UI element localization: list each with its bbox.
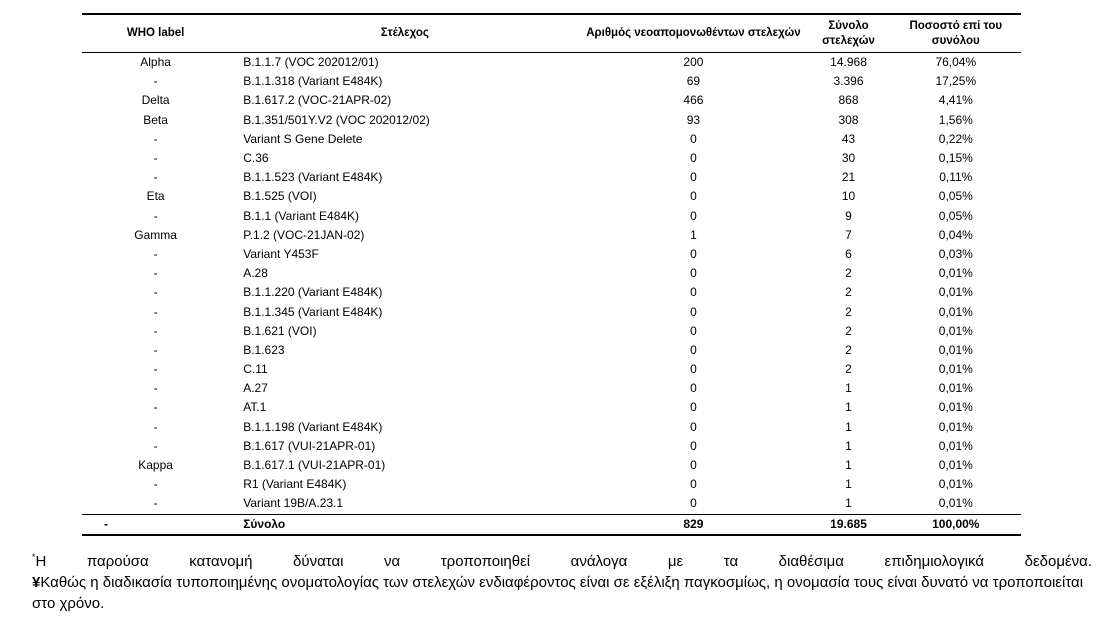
strain-cell: A.28 — [243, 266, 268, 281]
who-cell: Delta — [141, 93, 170, 108]
table-row — [82, 72, 1021, 91]
table-header-row — [82, 14, 1021, 53]
percent-cell: 76,04% — [935, 55, 977, 70]
who-cell: - — [153, 285, 158, 300]
who-cell: - — [153, 362, 158, 377]
strain-cell: Variant Y453F — [243, 246, 319, 261]
total-who-cell: - — [104, 516, 108, 531]
total-strains-cell: 1 — [845, 477, 852, 492]
new-isolates-cell: 0 — [690, 208, 697, 223]
table-row — [82, 207, 1021, 226]
strain-cell: B.1.617 (VUI-21APR-01) — [243, 438, 376, 453]
table-row — [82, 53, 1021, 73]
strain-cell: R1 (Variant E484K) — [243, 477, 347, 492]
percent-cell: 0,22% — [938, 131, 973, 146]
strain-cell: B.1.617.1 (VUI-21APR-01) — [243, 458, 386, 473]
who-cell: - — [153, 323, 158, 338]
new-isolates-cell: 0 — [690, 362, 697, 377]
table-row — [82, 398, 1021, 417]
footnote-1-mark: * — [32, 552, 36, 562]
new-isolates-cell: 0 — [690, 477, 697, 492]
table-row — [82, 418, 1021, 437]
total-strains-cell: 2 — [845, 323, 852, 338]
percent-cell: 0,01% — [938, 304, 973, 319]
total-pct-cell: 100,00% — [932, 516, 980, 531]
new-isolates-cell: 0 — [690, 496, 697, 511]
total-strains-cell: 43 — [841, 131, 856, 146]
who-cell: Alpha — [140, 55, 171, 70]
table-row — [82, 111, 1021, 130]
new-isolates-cell: 0 — [690, 304, 697, 319]
table-row — [82, 283, 1021, 302]
strain-cell: Variant 19B/A.23.1 — [243, 496, 344, 511]
header-percent-total: Ποσοστό επί του συνόλου — [909, 19, 1003, 47]
who-cell: Kappa — [138, 458, 173, 473]
percent-cell: 1,56% — [938, 112, 973, 127]
who-cell: - — [153, 208, 158, 223]
total-strains-cell: 2 — [845, 285, 852, 300]
who-cell: - — [153, 74, 158, 89]
strain-cell: AT.1 — [243, 400, 267, 415]
percent-cell: 0,15% — [938, 151, 973, 166]
table-row — [82, 264, 1021, 283]
strain-cell: B.1.623 — [243, 342, 285, 357]
who-cell: - — [153, 266, 158, 281]
strain-cell: B.1.1.198 (Variant E484K) — [243, 419, 383, 434]
who-cell: - — [153, 131, 158, 146]
table-row — [82, 302, 1021, 321]
percent-cell: 0,01% — [938, 477, 973, 492]
total-strains-cell: 1 — [845, 438, 852, 453]
footnote-1-text: Η παρούσα κατανομή δύναται να τροποποιηθεί ανάλογα με τα διαθέσιμα επιδημιολογικά δεδομένα. — [35, 553, 1092, 570]
percent-cell: 0,11% — [939, 170, 973, 185]
who-cell: - — [153, 496, 158, 511]
strain-cell: B.1.617.2 (VOC-21APR-02) — [243, 93, 392, 108]
new-isolates-cell: 0 — [690, 438, 697, 453]
total-strains-cell: 308 — [838, 112, 859, 127]
strain-cell: B.1.1.345 (Variant E484K) — [243, 304, 383, 319]
strain-cell: B.1.621 (VOI) — [243, 323, 317, 338]
percent-cell: 0,01% — [938, 285, 973, 300]
new-isolates-cell: 0 — [690, 458, 697, 473]
table-row — [82, 456, 1021, 475]
new-isolates-cell: 0 — [690, 170, 697, 185]
percent-cell: 0,01% — [938, 266, 973, 281]
new-isolates-cell: 0 — [690, 246, 697, 261]
total-strains-cell: 2 — [845, 362, 852, 377]
strain-cell: Variant S Gene Delete — [243, 131, 363, 146]
percent-cell: 0,01% — [938, 438, 973, 453]
table-row — [82, 168, 1021, 187]
who-cell: - — [153, 151, 158, 166]
footnote-2-text: Καθώς η διαδικασία τυποποιημένης ονοματολογίας των στελεχών ενδιαφέροντος είναι σε εξέλιξη παγκοσμίως, η ονομασία τους είναι δυνατό να τροποποιείται στο χρόνο. — [32, 574, 1084, 612]
total-label-cell: Σύνολο — [243, 516, 286, 531]
percent-cell: 0,01% — [938, 323, 973, 338]
percent-cell: 0,05% — [938, 208, 973, 223]
new-isolates-cell: 466 — [683, 93, 704, 108]
total-strains-cell: 868 — [838, 93, 859, 108]
who-cell: - — [153, 477, 158, 492]
strain-cell: B.1.525 (VOI) — [243, 189, 317, 204]
strain-cell: B.1.1 (Variant E484K) — [243, 208, 360, 223]
new-isolates-cell: 0 — [690, 419, 697, 434]
new-isolates-cell: 1 — [690, 227, 697, 242]
new-isolates-cell: 0 — [690, 131, 697, 146]
strain-cell: P.1.2 (VOC-21JAN-02) — [243, 227, 365, 242]
new-isolates-cell: 0 — [690, 266, 697, 281]
total-strains-cell: 1 — [845, 458, 852, 473]
percent-cell: 0,01% — [938, 362, 973, 377]
table-row — [82, 341, 1021, 360]
who-cell: Gamma — [134, 227, 177, 242]
footnote-2 — [32, 572, 1092, 614]
who-cell: - — [153, 246, 158, 261]
table-row — [82, 475, 1021, 494]
total-strains-cell: 14.968 — [830, 55, 867, 70]
table-row — [82, 149, 1021, 168]
total-strains-cell: 30 — [841, 151, 856, 166]
strain-cell: A.27 — [243, 381, 268, 396]
strain-cell: B.1.1.318 (Variant E484K) — [243, 74, 383, 89]
table-row — [82, 379, 1021, 398]
percent-cell: 0,01% — [938, 458, 973, 473]
table-row — [82, 130, 1021, 149]
new-isolates-cell: 93 — [686, 112, 701, 127]
header-strain: Στέλεχος — [380, 27, 429, 39]
new-isolates-cell: 0 — [690, 285, 697, 300]
new-isolates-cell: 0 — [690, 189, 697, 204]
table-row — [82, 494, 1021, 514]
who-cell: - — [153, 400, 158, 415]
strain-cell: B.1.1.523 (Variant E484K) — [243, 170, 383, 185]
percent-cell: 0,04% — [938, 227, 973, 242]
new-isolates-cell: 69 — [686, 74, 701, 89]
new-isolates-cell: 200 — [683, 55, 704, 70]
total-strains-cell: 7 — [845, 227, 852, 242]
total-strains-cell: 6 — [845, 246, 852, 261]
who-cell: - — [153, 304, 158, 319]
new-isolates-cell: 0 — [690, 323, 697, 338]
percent-cell: 0,01% — [938, 419, 973, 434]
who-cell: - — [153, 342, 158, 357]
table-row — [82, 437, 1021, 456]
percent-cell: 0,01% — [938, 381, 973, 396]
strain-cell: B.1.351/501Y.V2 (VOC 202012/02) — [243, 112, 430, 127]
percent-cell: 0,03% — [938, 246, 973, 261]
total-strains-cell: 2 — [845, 342, 852, 357]
table-row — [82, 187, 1021, 206]
table-row — [82, 322, 1021, 341]
footnotes — [32, 551, 1092, 614]
who-cell: - — [153, 438, 158, 453]
total-new-cell: 829 — [683, 516, 704, 531]
percent-cell: 0,05% — [938, 189, 973, 204]
table-body — [82, 53, 1021, 535]
total-strains-cell: 1 — [845, 496, 852, 511]
header-who-label: WHO label — [126, 27, 185, 39]
who-cell: - — [153, 381, 158, 396]
percent-cell: 0,01% — [938, 342, 973, 357]
total-strains-cell: 1 — [845, 381, 852, 396]
strain-cell: B.1.1.220 (Variant E484K) — [243, 285, 383, 300]
who-cell: - — [153, 170, 158, 185]
percent-cell: 0,01% — [938, 496, 973, 511]
who-cell: - — [153, 419, 158, 434]
footnote-1 — [32, 551, 1092, 572]
strain-cell: C.36 — [243, 151, 269, 166]
variants-table — [82, 13, 1021, 536]
footnote-2-mark: ¥ — [32, 574, 41, 591]
who-cell: Eta — [146, 189, 165, 204]
total-total-cell: 19.685 — [830, 516, 867, 531]
total-strains-cell: 2 — [845, 266, 852, 281]
total-strains-cell: 2 — [845, 304, 852, 319]
total-strains-cell: 10 — [841, 189, 856, 204]
total-strains-cell: 1 — [845, 419, 852, 434]
table-row — [82, 226, 1021, 245]
total-strains-cell: 21 — [841, 170, 856, 185]
who-cell: Beta — [143, 112, 168, 127]
total-strains-cell: 3.396 — [833, 74, 864, 89]
total-strains-cell: 9 — [845, 208, 852, 223]
percent-cell: 17,25% — [935, 74, 977, 89]
new-isolates-cell: 0 — [690, 342, 697, 357]
table-row — [82, 91, 1021, 110]
header-new-isolates: Αριθμός νεοαπομονωθέντων στελεχών — [586, 27, 801, 39]
strain-cell: C.11 — [243, 362, 268, 377]
new-isolates-cell: 0 — [690, 381, 697, 396]
new-isolates-cell: 0 — [690, 400, 697, 415]
strain-cell: B.1.1.7 (VOC 202012/01) — [243, 55, 379, 70]
percent-cell: 0,01% — [938, 400, 973, 415]
table-row — [82, 245, 1021, 264]
total-strains-cell: 1 — [845, 400, 852, 415]
total-row — [82, 514, 1021, 535]
table-row — [82, 360, 1021, 379]
percent-cell: 4,41% — [938, 93, 973, 108]
header-total-strains: Σύνολο στελεχών — [822, 19, 875, 47]
new-isolates-cell: 0 — [690, 151, 697, 166]
